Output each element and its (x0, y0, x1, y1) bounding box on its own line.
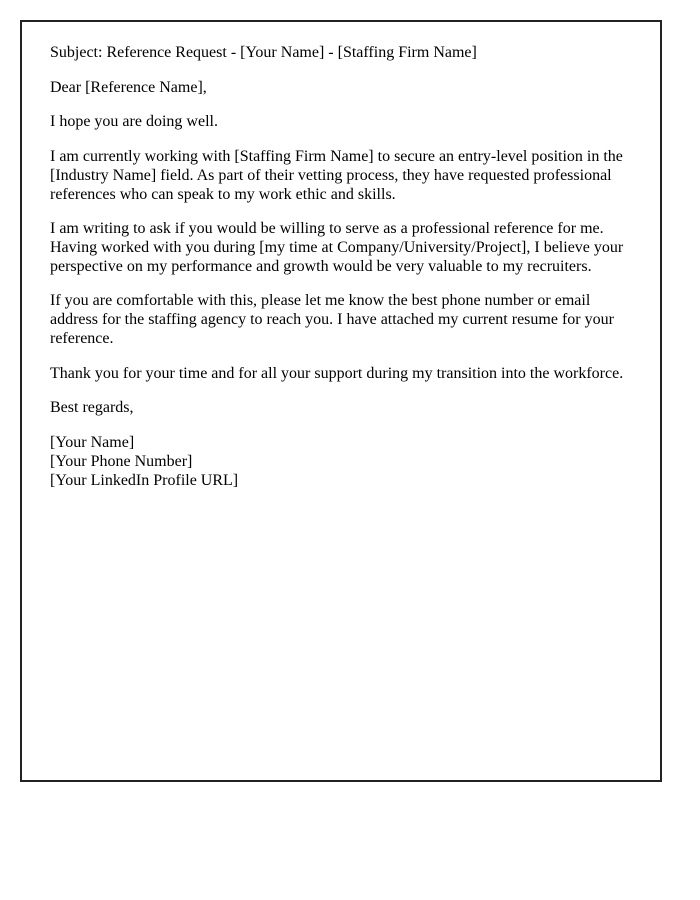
body-paragraph-thank-you: Thank you for your time and for all your support during my transition into the workforce. (50, 364, 624, 382)
letter-document (20, 20, 662, 782)
body-paragraph-working-with-firm: I am currently working with [Staffing Firm Name] to secure an entry-level position in the [Industry Name] field. As part of their vetting process, they have requested professional references who can speak to my work ethic and skills. (50, 148, 623, 203)
signature-block (50, 434, 632, 490)
signature-linkedin-line: [Your LinkedIn Profile URL] (50, 471, 239, 489)
greeting-line: Dear [Reference Name], (50, 78, 207, 96)
signature-name-line: [Your Name] (50, 434, 135, 452)
body-paragraph-contact-info: If you are comfortable with this, please let me know the best phone number or email address for the staffing agency to reach you. I have attached my current resume for your reference. (50, 292, 614, 347)
body-paragraph-reference-request: I am writing to ask if you would be willing to serve as a professional reference for me. Having worked with you during [my time at Company/University/Project], I believe your perspective on my performance and growth would be very valuable to my recruiters. (50, 220, 624, 275)
signature-phone-line: [Your Phone Number] (50, 452, 193, 470)
closing-line: Best regards, (50, 399, 134, 417)
opening-line: I hope you are doing well. (50, 113, 218, 131)
subject-line: Subject: Reference Request - [Your Name] - [Staffing Firm Name] (50, 44, 477, 61)
